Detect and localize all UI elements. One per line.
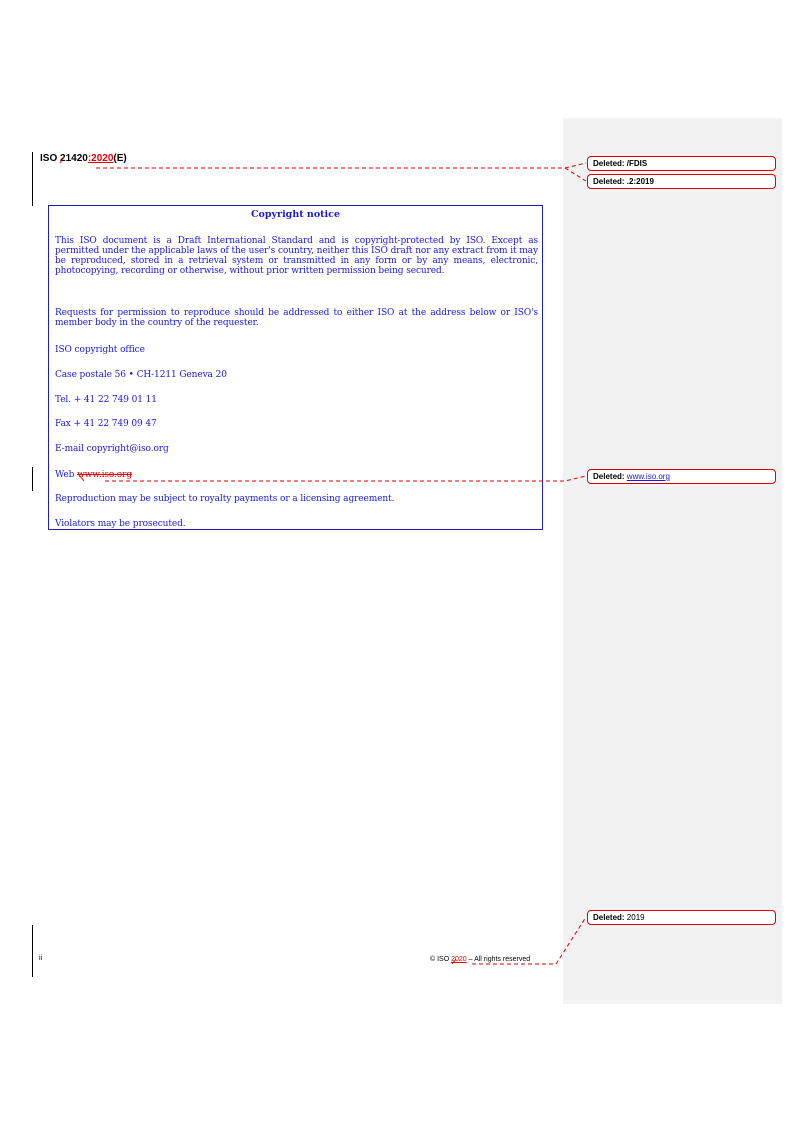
comment-value: /FDIS [626,159,648,168]
leader-line-2019 [565,168,586,181]
copyright-notice-title: Copyright notice [251,209,340,220]
copyright-address: Case postale 56 • CH-1211 Geneva 20 [55,370,227,380]
footer-copyright-suffix: – All rights reserved [466,956,531,963]
comment-label: Deleted: [593,159,625,168]
copyright-email: E-mail copyright@iso.org [55,444,169,454]
copyright-web-deleted-link[interactable]: www.iso.org [77,470,132,480]
header-inserted-year: :2020 [87,153,114,164]
footer-copyright [430,956,530,963]
web-insertion-caret [80,476,84,481]
copyright-reproduction: Reproduction may be subject to royalty payments or a licensing agreement. [55,494,395,504]
copyright-tel: Tel. + 41 22 749 01 11 [55,395,157,405]
copyright-violators: Violators may be prosecuted. [55,519,186,529]
comment-balloon-www[interactable] [587,469,776,484]
comment-label: Deleted: [593,472,625,481]
header-number: 21420 [57,153,88,164]
leader-line-fdis [96,163,586,168]
copyright-web-label: Web [55,470,75,480]
comment-label: Deleted: [593,177,625,186]
comment-balloon-year[interactable] [587,910,776,925]
page-number: ii [39,955,43,962]
header-suffix: (E) [113,153,127,164]
footer-copyright-prefix: © ISO [430,956,452,963]
comment-balloon-fdis[interactable] [587,156,776,171]
copyright-paragraph-2: Requests for permission to reproduce should be addressed to either ISO at the address below or ISO's member body in the country of the requester. [55,308,538,328]
header-prefix: ISO [40,153,58,164]
header-insertion-caret [60,157,64,163]
leader-line-web [105,476,586,481]
footer-inserted-year: 2020 [451,956,467,963]
copyright-office: ISO copyright office [55,345,145,355]
comment-value: www.iso.org [626,472,670,481]
comment-label: Deleted: [593,913,625,922]
comment-balloon-2019[interactable] [587,174,776,189]
copyright-paragraph-1: This ISO document is a Draft International Standard and is copyright-protected by ISO. Except as permitted under the applicable laws of the user's country, neither this ISO draft nor any extract from it may be reproduced, stored in a retrieval system or transmitted in any form or by any means, electronic, photocopying, recording or otherwise, without prior written permission being secured. [55,236,538,276]
copyright-fax: Fax + 41 22 749 09 47 [55,419,157,429]
comment-value: 2019 [626,913,645,922]
comment-value: .2:2019 [626,177,654,186]
